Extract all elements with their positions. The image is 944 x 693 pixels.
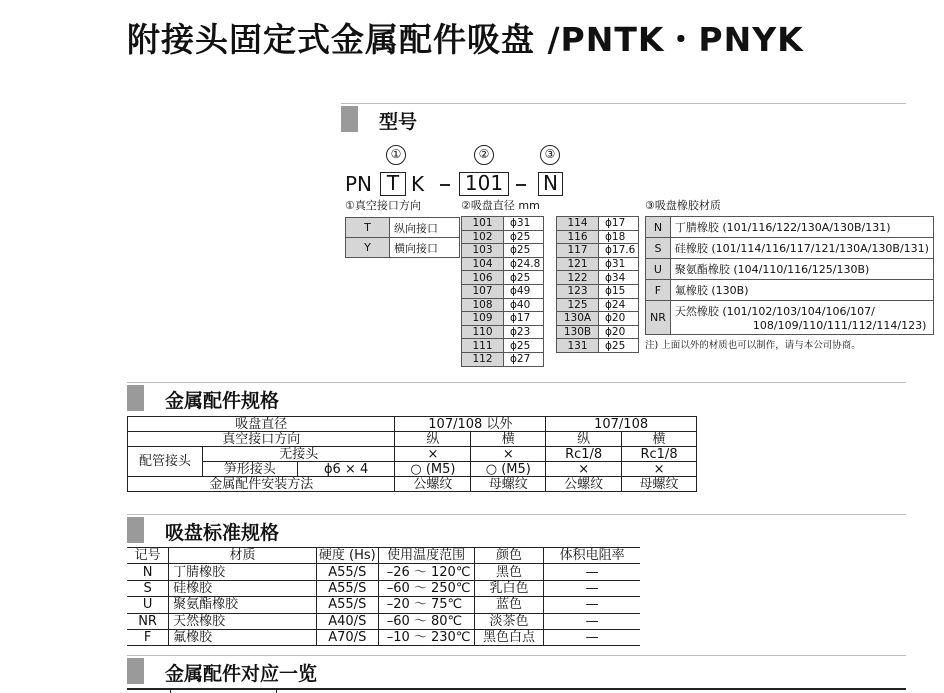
material-code: N <box>646 217 671 238</box>
section-rule <box>127 382 906 383</box>
table-row <box>128 432 697 447</box>
diameter-code: 130A <box>557 312 599 326</box>
spec-cell: 母螺纹 <box>622 477 697 492</box>
dir-cell: 横 <box>471 432 546 447</box>
diameter-table-1 <box>461 216 544 367</box>
diameter-code: 111 <box>462 339 504 353</box>
diameter-value: ϕ40 <box>504 298 544 312</box>
diameter-code: 121 <box>557 257 599 271</box>
col-header: 使用温度范围 <box>378 548 474 564</box>
dir-cell: 横 <box>622 432 697 447</box>
pad-color: 乳白色 <box>474 580 544 596</box>
table-row <box>462 244 544 258</box>
spec-cell: 公螺纹 <box>546 477 622 492</box>
diameter-value: ϕ31 <box>504 217 544 231</box>
material-code: U <box>646 259 671 280</box>
diameter-value: ϕ25 <box>504 230 544 244</box>
col-header: 材质 <box>169 548 317 564</box>
table-row <box>346 218 460 238</box>
pad-temp: –60 ～ 80℃ <box>378 613 474 629</box>
table-row <box>462 217 544 231</box>
diameter-code: 116 <box>557 230 599 244</box>
header-pad-dia: 吸盘直径 <box>128 417 395 432</box>
spec-cell: 公螺纹 <box>395 477 471 492</box>
section-bar <box>127 517 144 543</box>
material-desc-multiline <box>670 301 933 335</box>
header-piping: 配管接头 <box>128 447 203 477</box>
col-header: 体积电阻率 <box>544 548 640 564</box>
spec-cell: 母螺纹 <box>471 477 546 492</box>
pad-hardness: A40/S <box>316 613 378 629</box>
table-row <box>127 564 640 580</box>
section-bar <box>127 385 144 411</box>
col-header: 记号 <box>127 548 169 564</box>
table-row <box>557 325 639 339</box>
fitting-heading: 金属配件规格 <box>165 390 280 412</box>
table-row <box>346 238 460 258</box>
diameter-code: 102 <box>462 230 504 244</box>
pad-resistivity: — <box>544 597 640 613</box>
table-row <box>127 629 640 645</box>
material-code: NR <box>646 301 671 335</box>
section-bar <box>127 658 144 684</box>
page-title: 附接头固定式金属配件吸盘 /PNTK・PNYK <box>127 20 804 59</box>
pad-heading: 吸盘标准规格 <box>165 522 280 544</box>
pad-material: 丁腈橡胶 <box>169 564 317 580</box>
diameter-value: ϕ25 <box>504 244 544 258</box>
pad-code: S <box>127 580 169 596</box>
diameter-value: ϕ25 <box>504 271 544 285</box>
section-rule <box>341 103 906 104</box>
direction-code: T <box>346 218 390 238</box>
diameter-value: ϕ20 <box>599 312 639 326</box>
diameter-code: 130B <box>557 325 599 339</box>
correspondence-section-header <box>127 658 906 684</box>
diameter-value: ϕ24.8 <box>504 257 544 271</box>
pad-code: U <box>127 597 169 613</box>
spec-cell: × <box>471 447 546 462</box>
spec-cell: Rc1/8 <box>622 447 697 462</box>
dir-cell: 纵 <box>546 432 622 447</box>
spec-cell: Rc1/8 <box>546 447 622 462</box>
table-row <box>462 257 544 271</box>
table-row <box>557 244 639 258</box>
header-group-a: 107/108 以外 <box>395 417 546 432</box>
dir-cell: 纵 <box>395 432 471 447</box>
table-row <box>646 301 934 335</box>
code-box-direction: T <box>380 172 406 196</box>
pad-color: 蓝色 <box>474 597 544 613</box>
diameter-code: 112 <box>462 352 504 366</box>
code-dash <box>440 184 450 186</box>
pad-code: F <box>127 629 169 645</box>
fitting-section-header <box>127 385 906 411</box>
pad-code: NR <box>127 613 169 629</box>
material-table <box>645 216 934 335</box>
pad-hardness: A55/S <box>316 597 378 613</box>
diameter-value: ϕ18 <box>599 230 639 244</box>
table-row <box>462 312 544 326</box>
col-header: 颜色 <box>474 548 544 564</box>
direction-code: Y <box>346 238 390 258</box>
diameter-code: 117 <box>557 244 599 258</box>
table-row <box>462 325 544 339</box>
barb-size: ϕ6 × 4 <box>297 462 395 477</box>
table-row <box>462 352 544 366</box>
material-code: F <box>646 280 671 301</box>
pad-temp: –10 ～ 230℃ <box>378 629 474 645</box>
header-none: 无接头 <box>202 447 395 462</box>
diameter-value: ϕ17 <box>599 217 639 231</box>
diameter-code: 123 <box>557 284 599 298</box>
spec-cell: ○ (M5) <box>395 462 471 477</box>
code-dash <box>516 184 526 186</box>
pad-code: N <box>127 564 169 580</box>
diameter-value: ϕ15 <box>599 284 639 298</box>
table-row <box>128 417 697 432</box>
table-row <box>557 257 639 271</box>
pad-material: 氟橡胶 <box>169 629 317 645</box>
material-desc: 硅橡胶 (101/114/116/117/121/130A/130B/131) <box>670 238 933 259</box>
spec-cell: × <box>622 462 697 477</box>
code-box-diameter: 101 <box>459 172 509 196</box>
diameter-value: ϕ49 <box>504 284 544 298</box>
table-row <box>462 284 544 298</box>
table-row <box>557 271 639 285</box>
table-col-rule <box>170 688 171 693</box>
diameter-value: ϕ23 <box>504 325 544 339</box>
diameter-code: 125 <box>557 298 599 312</box>
pad-resistivity: — <box>544 613 640 629</box>
header-port-dir: 真空接口方向 <box>128 432 395 447</box>
pad-color: 黑色 <box>474 564 544 580</box>
diameter-code: 122 <box>557 271 599 285</box>
pad-material: 天然橡胶 <box>169 613 317 629</box>
col-header: 硬度 (Hs) <box>316 548 378 564</box>
diameter-code: 110 <box>462 325 504 339</box>
material-note: 注) 上面以外的材质也可以制作，请与本公司协商。 <box>645 340 861 351</box>
code-box-material: N <box>538 172 563 196</box>
pad-temp: –60 ～ 250℃ <box>378 580 474 596</box>
diameter-code: 114 <box>557 217 599 231</box>
table-row <box>557 217 639 231</box>
direction-desc: 横向接口 <box>390 238 460 258</box>
material-code: S <box>646 238 671 259</box>
direction-desc: 纵向接口 <box>390 218 460 238</box>
marker-1: ① <box>386 145 406 165</box>
pad-hardness: A70/S <box>316 629 378 645</box>
diameter-value: ϕ17 <box>504 312 544 326</box>
pad-resistivity: — <box>544 629 640 645</box>
table-row <box>646 238 934 259</box>
table-row <box>127 613 640 629</box>
diameter-value: ϕ17.6 <box>599 244 639 258</box>
table-row <box>557 312 639 326</box>
spec-cell: × <box>395 447 471 462</box>
model-heading: 型号 <box>379 111 418 133</box>
code-prefix: PN <box>345 172 373 196</box>
section-rule <box>127 514 906 515</box>
table-row <box>127 597 640 613</box>
pad-hardness: A55/S <box>316 564 378 580</box>
diameter-code: 106 <box>462 271 504 285</box>
pad-material: 硅橡胶 <box>169 580 317 596</box>
pad-spec-table <box>127 547 640 646</box>
table-row <box>557 298 639 312</box>
table-row <box>462 339 544 353</box>
diameter-value: ϕ25 <box>504 339 544 353</box>
diameter-code: 108 <box>462 298 504 312</box>
diameter-code: 103 <box>462 244 504 258</box>
diameter-code: 101 <box>462 217 504 231</box>
table-row <box>128 447 697 462</box>
table-row <box>646 280 934 301</box>
table-row <box>128 477 697 492</box>
diameter-value: ϕ34 <box>599 271 639 285</box>
diameter-code: 109 <box>462 312 504 326</box>
header-barb: 笋形接头 <box>202 462 297 477</box>
diameter-value: ϕ27 <box>504 352 544 366</box>
table-col-rule <box>276 688 277 693</box>
diameter-value: ϕ20 <box>599 325 639 339</box>
table-row <box>127 580 640 596</box>
header-mount: 金属配件安装方法 <box>128 477 395 492</box>
diameter-table-2 <box>556 216 639 353</box>
pad-resistivity: — <box>544 580 640 596</box>
section-bar <box>341 106 358 132</box>
direction-table <box>345 217 460 258</box>
pad-color: 淡茶色 <box>474 613 544 629</box>
code-mid: K <box>411 172 425 196</box>
table-row <box>646 259 934 280</box>
spec-cell: ○ (M5) <box>471 462 546 477</box>
diameter-code: 131 <box>557 339 599 353</box>
diameter-label: ②吸盘直径 mm <box>461 199 540 212</box>
marker-2: ② <box>474 145 494 165</box>
diameter-value: ϕ24 <box>599 298 639 312</box>
direction-label: ①真空接口方向 <box>345 199 421 212</box>
pad-temp: –20 ～ 75℃ <box>378 597 474 613</box>
material-desc: 氟橡胶 (130B) <box>670 280 933 301</box>
pad-material: 聚氨酯橡胶 <box>169 597 317 613</box>
table-row <box>557 284 639 298</box>
fitting-spec-table <box>127 416 697 492</box>
marker-3: ③ <box>540 145 560 165</box>
material-label: ③吸盘橡胶材质 <box>645 199 721 212</box>
table-row <box>462 298 544 312</box>
material-desc: 丁腈橡胶 (101/116/122/130A/130B/131) <box>670 217 933 238</box>
material-desc: 天然橡胶 (101/102/103/104/106/107/ <box>674 305 875 318</box>
diameter-value: ϕ25 <box>599 339 639 353</box>
table-row <box>462 271 544 285</box>
correspondence-heading: 金属配件对应一览 <box>165 663 318 685</box>
pad-resistivity: — <box>544 564 640 580</box>
table-top-rule <box>127 688 906 690</box>
table-row <box>128 462 697 477</box>
table-row <box>462 230 544 244</box>
table-row <box>127 548 640 564</box>
spec-cell: × <box>546 462 622 477</box>
pad-temp: –26 ～ 120℃ <box>378 564 474 580</box>
pad-hardness: A55/S <box>316 580 378 596</box>
table-row <box>646 217 934 238</box>
diameter-code: 107 <box>462 284 504 298</box>
material-desc-cont: 108/109/110/111/112/114/123) <box>752 319 927 332</box>
diameter-value: ϕ31 <box>599 257 639 271</box>
section-rule <box>127 655 906 656</box>
diameter-code: 104 <box>462 257 504 271</box>
table-row <box>557 339 639 353</box>
model-section-header <box>341 106 906 132</box>
pad-section-header <box>127 517 906 543</box>
pad-color: 黑色白点 <box>474 629 544 645</box>
header-group-b: 107/108 <box>546 417 697 432</box>
table-row <box>557 230 639 244</box>
material-desc: 聚氨酯橡胶 (104/110/116/125/130B) <box>670 259 933 280</box>
